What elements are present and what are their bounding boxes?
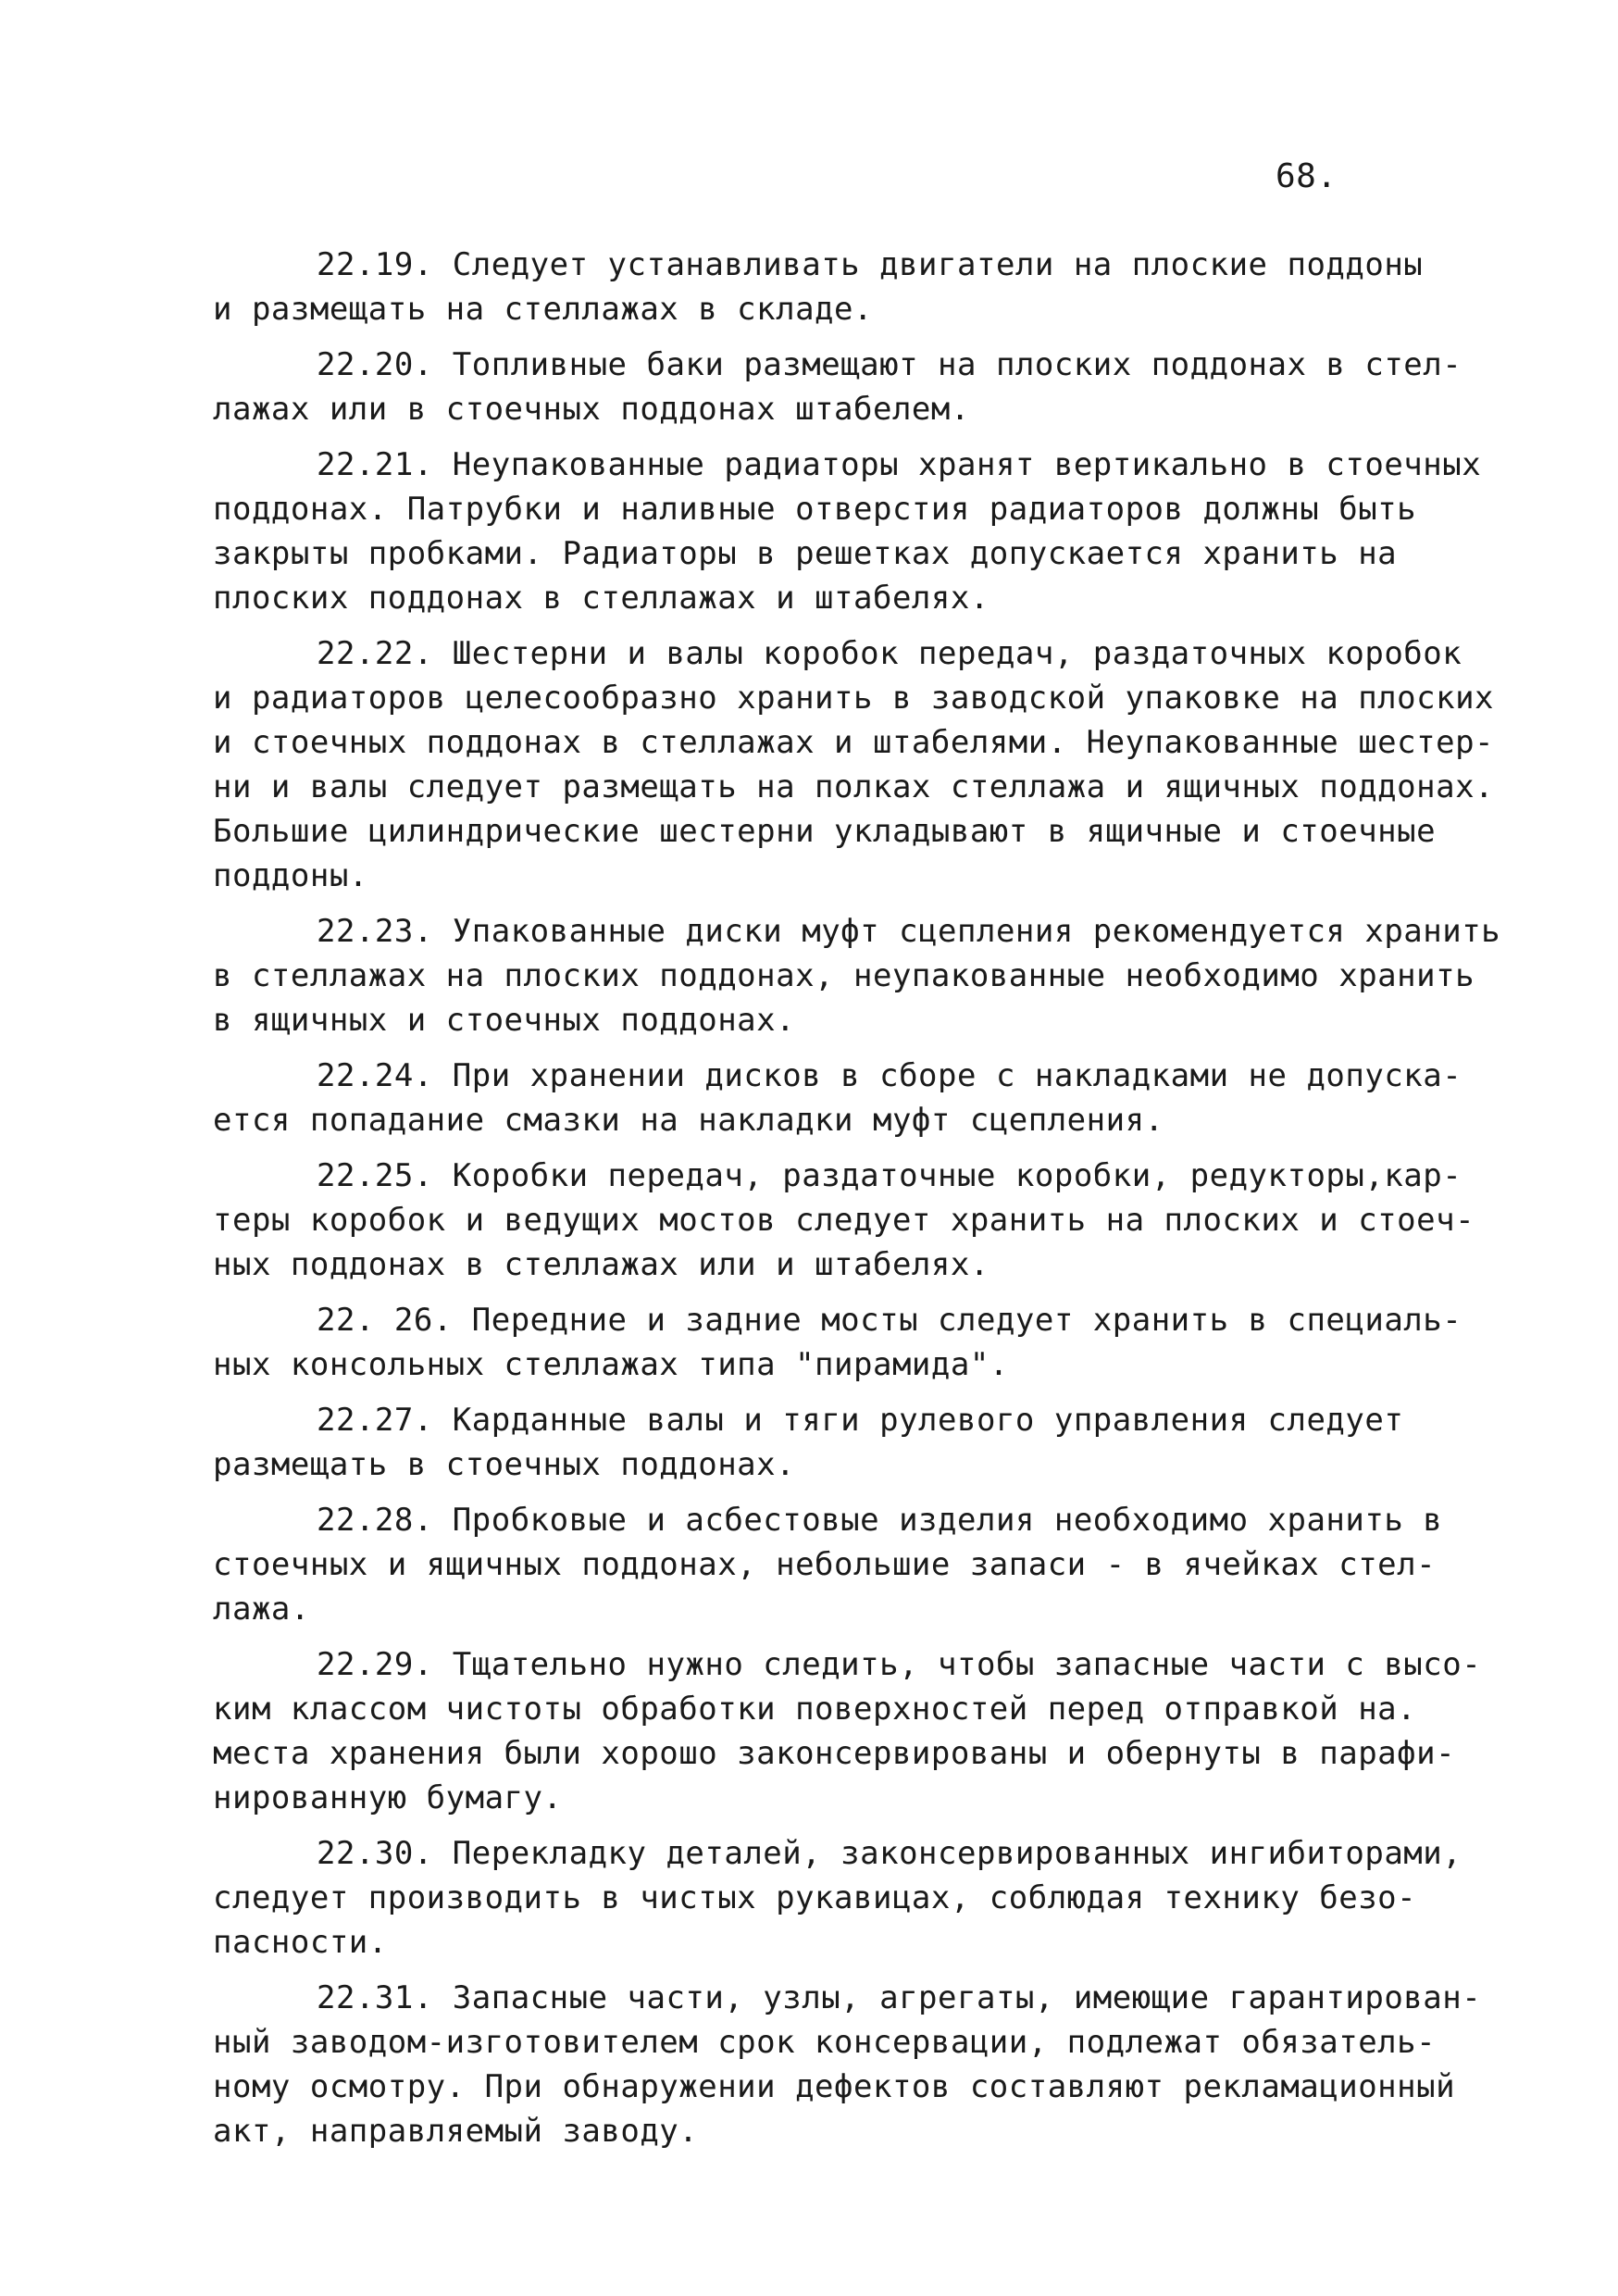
paragraph [213,631,1495,898]
paragraph-line: в стеллажах на плоских поддонах, неупакованные необходимо хранить [213,957,1475,994]
paragraph-line: Большие цилиндрические шестерни укладывают в ящичные и стоечные [213,813,1437,850]
paragraph-line: 22.21. Неупакованные радиаторы хранят вертикально в стоечных [317,446,1482,483]
paragraph-line: следует производить в чистых рукавицах, соблюдая технику безо- [213,1879,1417,1916]
paragraph [213,343,1462,431]
paragraph [213,443,1482,620]
paragraph [213,1831,1462,1965]
paragraph-line: закрыты пробками. Радиаторы в решетках допускается хранить на [213,535,1398,572]
paragraph-line: в ящичных и стоечных поддонах. [213,1002,796,1039]
paragraph-line: ному осмотру. При обнаружении дефектов составляют рекламационный [213,2068,1456,2105]
paragraph-line: пасности. [213,1924,388,1961]
paragraph-line: плоских поддонах в стеллажах и штабелях. [213,580,989,617]
paragraph [213,909,1501,1042]
paragraph-line: акт, направляемый заводу. [213,2113,699,2150]
paragraph-line: стоечных и ящичных поддонах, небольшие запаси - в ячейках стел- [213,1546,1437,1583]
paragraph-line: ни и валы следует размещать на полках стеллажа и ящичных поддонах. [213,768,1495,805]
paragraph [213,1976,1482,2153]
paragraph-line: ется попадание смазки на накладки муфт сцепления. [213,1102,1164,1139]
paragraph [213,243,1424,331]
paragraph-line: размещать в стоечных поддонах. [213,1446,796,1483]
paragraph-line: ный заводом-изготовителем срок консервации, подлежат обязатель- [213,2024,1437,2061]
paragraph-line: лажах или в стоечных поддонах штабелем. [213,391,970,428]
paragraph [213,1642,1482,1820]
paragraph-line: 22.28. Пробковые и асбестовые изделия необходимо хранить в [317,1502,1443,1539]
paragraph-line: места хранения были хорошо законсервированы и обернуты в парафи- [213,1735,1456,1772]
paragraph-line: 22.22. Шестерни и валы коробок передач, раздаточных коробок [317,635,1462,672]
paragraph-line: 22.25. Коробки передач, раздаточные коробки, редукторы,кар- [317,1157,1462,1194]
paragraph-line: ных консольных стеллажах типа "пирамида". [213,1346,1009,1383]
paragraph-line: теры коробок и ведущих мостов следует хранить на плоских и стоеч- [213,1202,1475,1239]
paragraph-line: 22.23. Упакованные диски муфт сцепления рекомендуется хранить [317,913,1501,950]
document-body [213,243,1501,2153]
paragraph-line: 22.30. Перекладку деталей, законсервированных ингибиторами, [317,1835,1462,1872]
paragraph-line: и радиаторов целесообразно хранить в заводской упаковке на плоских [213,680,1495,717]
paragraph [213,1054,1462,1142]
paragraph-line: лажа. [213,1591,310,1628]
page-number: 68. [1276,157,1338,195]
paragraph-line: нированную бумагу. [213,1779,563,1816]
paragraph-line: 22.20. Топливные баки размещают на плоских поддонах в стел- [317,346,1462,383]
paragraph-line: ким классом чистоты обработки поверхностей перед отправкой на. [213,1691,1417,1728]
paragraph-line: 22.24. При хранении дисков в сборе с накладками не допуска- [317,1057,1462,1094]
paragraph-line: и размещать на стеллажах в складе. [213,291,873,328]
paragraph-line: поддоны. [213,857,368,894]
paragraph [213,1154,1475,1287]
paragraph [213,1498,1443,1631]
paragraph [213,1298,1462,1387]
paragraph-line: и стоечных поддонах в стеллажах и штабелями. Неупакованные шестер- [213,724,1495,761]
paragraph-line: 22.31. Запасные части, узлы, агрегаты, имеющие гарантирован- [317,1979,1482,2016]
paragraph-line: поддонах. Патрубки и наливные отверстия радиаторов должны быть [213,491,1417,528]
paragraph-line: 22.29. Тщательно нужно следить, чтобы запасные части с высо- [317,1646,1482,1683]
paragraph-line: 22.27. Карданные валы и тяги рулевого управления следует [317,1402,1404,1439]
paragraph-line: 22.19. Следует устанавливать двигатели на плоские поддоны [317,246,1424,283]
paragraph-line: ных поддонах в стеллажах или и штабелях. [213,1246,989,1283]
paragraph-line: 22. 26. Передние и задние мосты следует хранить в специаль- [317,1302,1462,1339]
paragraph [213,1398,1416,1487]
